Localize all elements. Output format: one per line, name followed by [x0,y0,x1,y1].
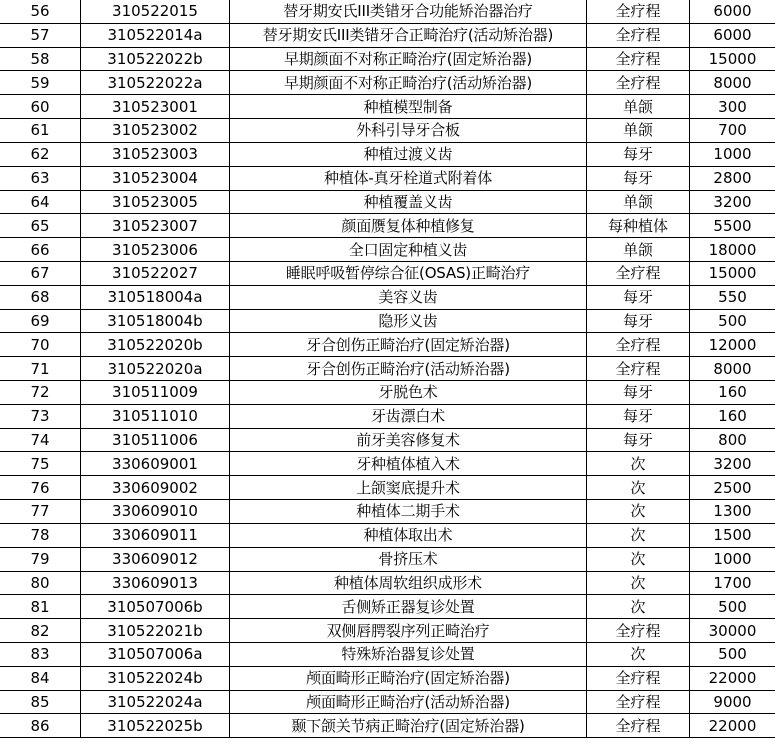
row-number: 75 [0,452,81,476]
item-name: 睡眠呼吸暂停综合征(OSAS)正畸治疗 [230,261,587,285]
item-code: 310522022a [81,71,230,95]
row-number: 56 [0,0,81,23]
item-name: 颜面赝复体种植修复 [230,214,587,238]
item-code: 310523003 [81,142,230,166]
item-price: 12000 [690,333,775,357]
table-row [0,523,775,547]
item-code: 310511009 [81,381,230,405]
row-number: 77 [0,500,81,524]
item-code: 330609002 [81,476,230,500]
item-name: 骨挤压术 [230,547,587,571]
item-code: 310523001 [81,95,230,119]
billing-unit: 次 [587,571,690,595]
item-name: 牙种植体植入术 [230,452,587,476]
row-number: 86 [0,714,81,738]
billing-unit: 次 [587,547,690,571]
row-number: 84 [0,666,81,690]
billing-unit: 每牙 [587,309,690,333]
item-name: 替牙期安氏III类错牙合功能矫治器治疗 [230,0,587,23]
table-row [0,595,775,619]
row-number: 64 [0,190,81,214]
item-code: 310518004b [81,309,230,333]
table-row [0,71,775,95]
row-number: 58 [0,47,81,71]
item-name: 种植体取出术 [230,523,587,547]
table-row [0,666,775,690]
row-number: 63 [0,166,81,190]
item-price: 9000 [690,690,775,714]
row-number: 62 [0,142,81,166]
item-price: 2800 [690,166,775,190]
item-name: 种植模型制备 [230,95,587,119]
item-name: 种植体周软组织成形术 [230,571,587,595]
table-row [0,500,775,524]
table-row [0,95,775,119]
item-price: 3200 [690,452,775,476]
item-price: 8000 [690,71,775,95]
item-code: 330609011 [81,523,230,547]
item-name: 早期颜面不对称正畸治疗(活动矫治器) [230,71,587,95]
row-number: 85 [0,690,81,714]
item-code: 310522024a [81,690,230,714]
item-code: 310523005 [81,190,230,214]
table-row [0,285,775,309]
item-price: 6000 [690,23,775,47]
billing-unit: 全疗程 [587,333,690,357]
item-price: 300 [690,95,775,119]
item-code: 310511006 [81,428,230,452]
item-code: 310523007 [81,214,230,238]
table-row [0,47,775,71]
item-name: 种植过渡义齿 [230,142,587,166]
item-code: 330609001 [81,452,230,476]
item-name: 双侧唇腭裂序列正畸治疗 [230,619,587,643]
item-code: 310511010 [81,404,230,428]
row-number: 57 [0,23,81,47]
row-number: 67 [0,261,81,285]
item-code: 310522020a [81,357,230,381]
table-row [0,309,775,333]
row-number: 68 [0,285,81,309]
billing-unit: 次 [587,452,690,476]
item-code: 310523004 [81,166,230,190]
item-name: 外科引导牙合板 [230,119,587,143]
item-name: 颅面畸形正畸治疗(活动矫治器) [230,690,587,714]
item-price: 1700 [690,571,775,595]
billing-unit: 全疗程 [587,261,690,285]
billing-unit: 次 [587,476,690,500]
billing-unit: 每牙 [587,285,690,309]
item-price: 18000 [690,238,775,262]
item-code: 310522022b [81,47,230,71]
item-code: 310522024b [81,666,230,690]
table-row [0,714,775,738]
billing-unit: 每牙 [587,404,690,428]
billing-unit: 单颌 [587,190,690,214]
billing-unit: 全疗程 [587,0,690,23]
row-number: 72 [0,381,81,405]
item-price: 800 [690,428,775,452]
item-price: 500 [690,309,775,333]
row-number: 76 [0,476,81,500]
table-row [0,428,775,452]
item-price: 1000 [690,547,775,571]
item-name: 颞下颌关节病正畸治疗(固定矫治器) [230,714,587,738]
item-code: 310522015 [81,0,230,23]
billing-unit: 每牙 [587,166,690,190]
billing-unit: 全疗程 [587,71,690,95]
item-name: 种植体二期手术 [230,500,587,524]
row-number: 70 [0,333,81,357]
billing-unit: 单颌 [587,119,690,143]
table-row [0,166,775,190]
row-number: 74 [0,428,81,452]
table-row [0,476,775,500]
table-row [0,690,775,714]
row-number: 65 [0,214,81,238]
item-price: 15000 [690,261,775,285]
row-number: 79 [0,547,81,571]
item-price: 1000 [690,142,775,166]
item-code: 310507006a [81,642,230,666]
item-price: 3200 [690,190,775,214]
billing-unit: 全疗程 [587,47,690,71]
item-code: 310522021b [81,619,230,643]
row-number: 82 [0,619,81,643]
table-row [0,0,775,23]
item-code: 310518004a [81,285,230,309]
billing-unit: 全疗程 [587,690,690,714]
billing-unit: 单颌 [587,95,690,119]
item-price: 550 [690,285,775,309]
item-price: 1300 [690,500,775,524]
row-number: 80 [0,571,81,595]
item-name: 前牙美容修复术 [230,428,587,452]
item-code: 310522027 [81,261,230,285]
row-number: 78 [0,523,81,547]
billing-unit: 单颌 [587,238,690,262]
billing-unit: 次 [587,523,690,547]
row-number: 61 [0,119,81,143]
billing-unit: 次 [587,595,690,619]
table-row [0,452,775,476]
item-price: 30000 [690,619,775,643]
billing-unit: 次 [587,642,690,666]
item-name: 牙脱色术 [230,381,587,405]
item-price: 500 [690,642,775,666]
item-name: 隐形义齿 [230,309,587,333]
item-code: 330609013 [81,571,230,595]
billing-unit: 每牙 [587,428,690,452]
item-price: 160 [690,381,775,405]
table-row [0,619,775,643]
item-name: 全口固定种植义齿 [230,238,587,262]
table-row [0,119,775,143]
table-row [0,571,775,595]
billing-unit: 每种植体 [587,214,690,238]
table-row [0,333,775,357]
item-code: 310522020b [81,333,230,357]
item-name: 上颌窦底提升术 [230,476,587,500]
item-code: 330609012 [81,547,230,571]
table-row [0,547,775,571]
item-price: 160 [690,404,775,428]
item-code: 330609010 [81,500,230,524]
item-name: 替牙期安氏III类错牙合正畸治疗(活动矫治器) [230,23,587,47]
row-number: 59 [0,71,81,95]
row-number: 66 [0,238,81,262]
billing-unit: 全疗程 [587,619,690,643]
billing-unit: 每牙 [587,381,690,405]
item-price: 2500 [690,476,775,500]
item-name: 种植体-真牙栓道式附着体 [230,166,587,190]
billing-unit: 次 [587,500,690,524]
item-price: 1500 [690,523,775,547]
row-number: 73 [0,404,81,428]
billing-unit: 全疗程 [587,23,690,47]
item-price: 22000 [690,714,775,738]
row-number: 60 [0,95,81,119]
billing-unit: 每牙 [587,142,690,166]
row-number: 69 [0,309,81,333]
item-name: 牙齿漂白术 [230,404,587,428]
billing-unit: 全疗程 [587,357,690,381]
item-name: 美容义齿 [230,285,587,309]
table-row [0,238,775,262]
item-price: 700 [690,119,775,143]
item-name: 牙合创伤正畸治疗(固定矫治器) [230,333,587,357]
item-code: 310522014a [81,23,230,47]
row-number: 71 [0,357,81,381]
item-code: 310522025b [81,714,230,738]
billing-unit: 全疗程 [587,714,690,738]
billing-unit: 全疗程 [587,666,690,690]
item-name: 早期颜面不对称正畸治疗(固定矫治器) [230,47,587,71]
table-row [0,357,775,381]
row-number: 81 [0,595,81,619]
table-row [0,404,775,428]
table-row [0,261,775,285]
item-code: 310507006b [81,595,230,619]
table-row [0,214,775,238]
table-row [0,642,775,666]
table-row [0,190,775,214]
item-code: 310523002 [81,119,230,143]
item-price: 22000 [690,666,775,690]
item-name: 种植覆盖义齿 [230,190,587,214]
item-name: 舌侧矫正器复诊处置 [230,595,587,619]
item-name: 特殊矫治器复诊处置 [230,642,587,666]
table-row [0,381,775,405]
row-number: 83 [0,642,81,666]
item-price: 6000 [690,0,775,23]
item-price: 15000 [690,47,775,71]
table-row [0,142,775,166]
item-price: 500 [690,595,775,619]
item-price: 5500 [690,214,775,238]
item-name: 颅面畸形正畸治疗(固定矫治器) [230,666,587,690]
item-code: 310523006 [81,238,230,262]
item-name: 牙合创伤正畸治疗(活动矫治器) [230,357,587,381]
item-price: 8000 [690,357,775,381]
table-row [0,23,775,47]
